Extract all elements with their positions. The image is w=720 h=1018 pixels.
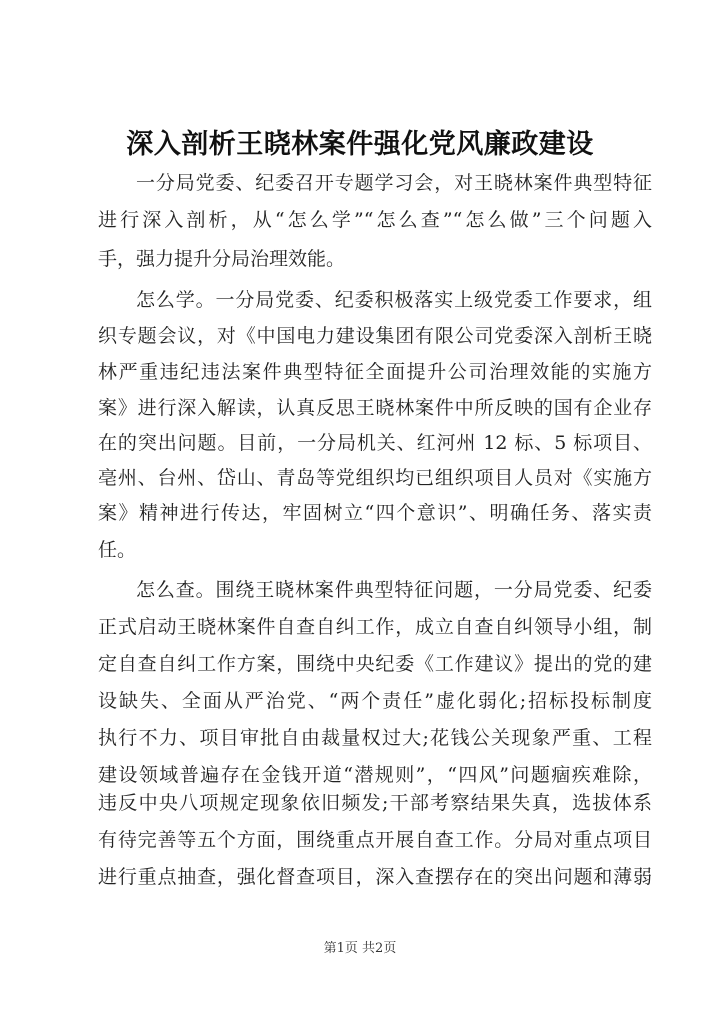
text-line: 怎么学。一分局党委、纪委积极落实上级党委工作要求，组 bbox=[136, 289, 652, 311]
document-title: 深入剖析王晓林案件强化党风廉政建设 bbox=[126, 129, 594, 160]
text-line: 设缺失、全面从严治党、“两个责任”虚化弱化;招标投标制度 bbox=[98, 690, 652, 712]
text-line: 一分局党委、纪委召开专题学习会，对王晓林案件典型特征 bbox=[136, 172, 652, 194]
page-number: 第1页 共2页 bbox=[323, 941, 397, 956]
text-line: 正式启动王晓林案件自查自纠工作，成立自查自纠领导小组，制 bbox=[98, 616, 652, 638]
text-line: 执行不力、项目审批自由裁量权过大;花钱公关现象严重、工程 bbox=[98, 727, 652, 749]
text-line: 定自查自纠工作方案，围绕中央纪委《工作建议》提出的党的建 bbox=[98, 653, 652, 675]
text-line: 织专题会议，对《中国电力建设集团有限公司党委深入剖析王晓 bbox=[98, 325, 652, 347]
text-line: 建设领域普遍存在金钱开道“潜规则”，“四风”问题痼疾难除， bbox=[98, 764, 652, 786]
text-line: 怎么查。围绕王晓林案件典型特征问题，一分局党委、纪委 bbox=[136, 579, 652, 601]
text-line: 案》精神进行传达，牢固树立“四个意识”、明确任务、落实责 bbox=[98, 502, 652, 524]
text-line: 有待完善等五个方面，围绕重点开展自查工作。分局对重点项目 bbox=[98, 829, 652, 851]
text-line: 亳州、台州、岱山、青岛等党组织均已组织项目人员对《实施方 bbox=[98, 467, 652, 489]
text-line: 进行重点抽查，强化督查项目，深入查摆存在的突出问题和薄弱 bbox=[98, 866, 652, 888]
text-line: 任。 bbox=[98, 539, 137, 561]
text-line: 手，强力提升分局治理效能。 bbox=[98, 248, 346, 270]
text-line: 案》进行深入解读，认真反思王晓林案件中所反映的国有企业存 bbox=[98, 397, 652, 419]
text-line: 在的突出问题。目前，一分局机关、红河州 12 标、5 标项目、 bbox=[98, 432, 652, 454]
text-line: 违反中央八项规定现象依旧频发;干部考察结果失真，选拔体系 bbox=[98, 792, 652, 814]
text-line: 进行深入剖析，从“怎么学”“怎么查”“怎么做”三个问题入 bbox=[98, 209, 652, 231]
text-line: 林严重违纪违法案件典型特征全面提升公司治理效能的实施方 bbox=[98, 361, 652, 383]
